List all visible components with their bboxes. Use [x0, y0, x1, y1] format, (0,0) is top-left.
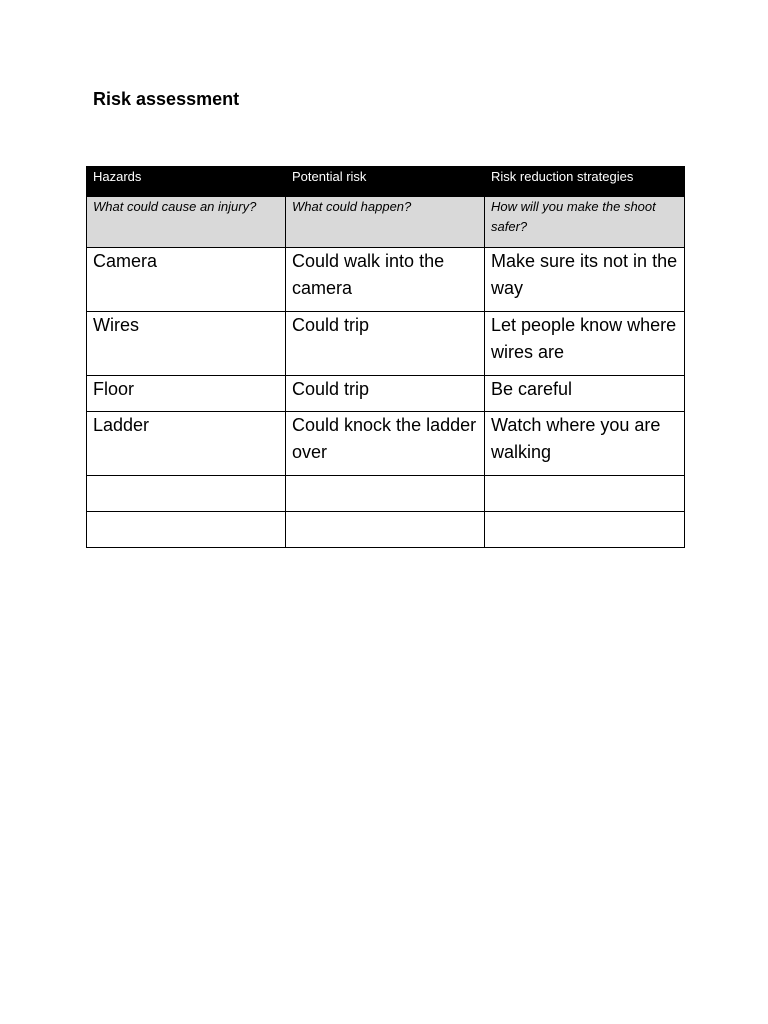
table-row-empty [87, 512, 685, 548]
prompt-risk-reduction: How will you make the shoot safer? [485, 197, 685, 248]
prompt-potential-risk: What could happen? [286, 197, 485, 248]
potential-risk-cell [286, 512, 485, 548]
table-row [87, 376, 685, 412]
prompt-hazards: What could cause an injury? [87, 197, 286, 248]
header-potential-risk: Potential risk [286, 167, 485, 197]
risk-assessment-table [86, 166, 685, 548]
header-risk-reduction-strategies: Risk reduction strategies [485, 167, 685, 197]
hazard-cell: Wires [87, 312, 286, 376]
hazard-cell: Floor [87, 376, 286, 412]
strategy-cell [485, 476, 685, 512]
potential-risk-cell: Could knock the ladder over [286, 412, 485, 476]
strategy-cell: Watch where you are walking [485, 412, 685, 476]
potential-risk-cell: Could trip [286, 376, 485, 412]
strategy-cell: Make sure its not in the way [485, 248, 685, 312]
potential-risk-cell: Could trip [286, 312, 485, 376]
table-row-empty [87, 476, 685, 512]
hazard-cell [87, 476, 286, 512]
table-row [87, 312, 685, 376]
potential-risk-cell [286, 476, 485, 512]
table-row [87, 412, 685, 476]
table-prompt-row [87, 197, 685, 248]
table-header-row [87, 167, 685, 197]
potential-risk-cell: Could walk into the camera [286, 248, 485, 312]
hazard-cell: Ladder [87, 412, 286, 476]
document-title: Risk assessment [93, 89, 240, 109]
header-hazards: Hazards [87, 167, 286, 197]
table-row [87, 248, 685, 312]
hazard-cell [87, 512, 286, 548]
strategy-cell: Be careful [485, 376, 685, 412]
strategy-cell: Let people know where wires are [485, 312, 685, 376]
strategy-cell [485, 512, 685, 548]
hazard-cell: Camera [87, 248, 286, 312]
